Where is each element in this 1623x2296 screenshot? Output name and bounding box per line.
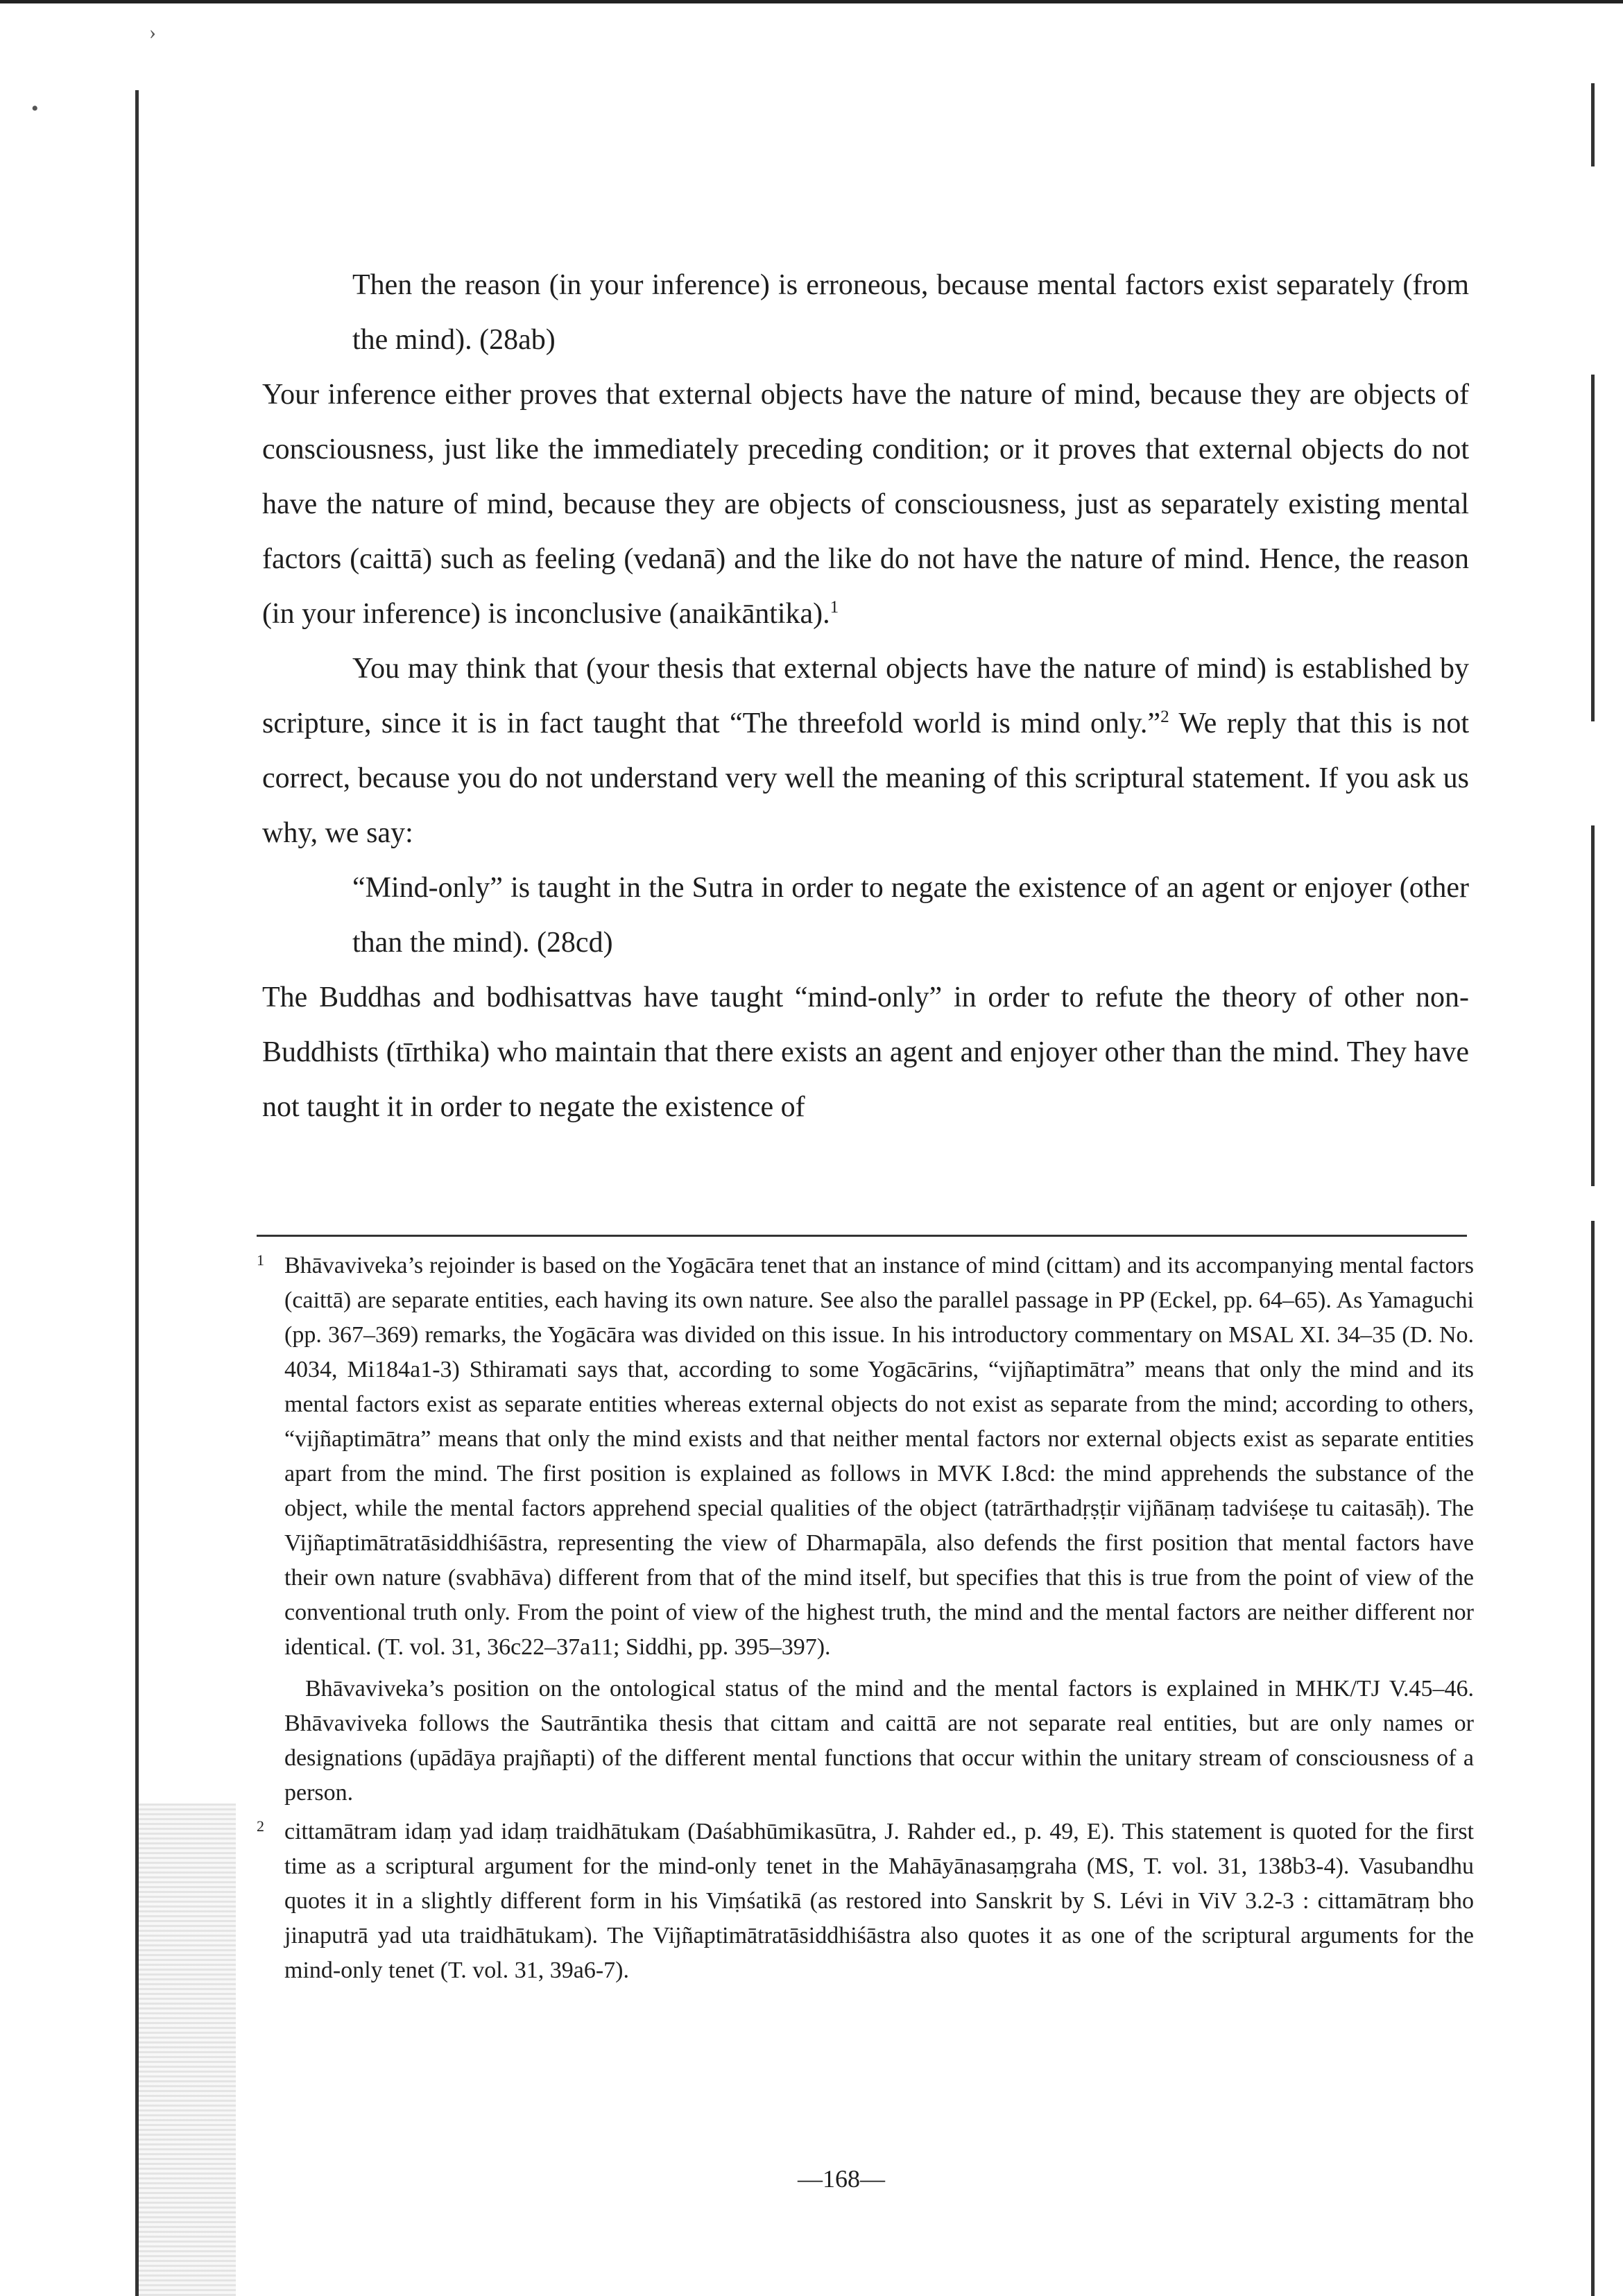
- scan-speck: ›: [149, 21, 156, 44]
- right-edge-mark: [1591, 375, 1595, 721]
- right-edge-mark: [1591, 83, 1595, 166]
- paragraph: You may think that (your thesis that external objects have the nature of mind) is established by scripture, since it is in fact taught that “The threefold world is mind only.”$^2$ We reply that this is not correct, because you do not understand very well the meaning of this scriptural statement. If you ask us why, we say:: [262, 653, 1469, 849]
- scan-top-border: [0, 0, 1623, 3]
- footnote-mark: 2: [257, 1817, 264, 1835]
- footnote-ref: 1: [830, 598, 839, 617]
- scan-noise: [139, 1804, 236, 2296]
- footnote-1: 1 Bhāvaviveka’s rejoinder is based on the Yogācāra tenet that an instance of mind (cittam) and its accompanying mental factors (caittā) are separate entities, each having its own nature. See also the parallel passage in PP (Eckel, pp. 64–65). As Yamaguchi (pp. 367–369) remarks, the Yogācāra was divided on this issue. In his introductory commentary on MSAL XI. 34–35 (D. No. 4034, Mi184a1-3) Sthiramati says that, according to some Yogācārins, “vijñaptimātra” means that only the mind and its mental factors exist as separate entities whereas external objects do not exist as separate from the mind; according to others, “vijñaptimātra” means that only the mind exists and that neither mental factors nor external objects exist as separate entities apart from the mind. The first position is explained as follows in MVK I.8cd: the mind apprehends the substance of the object, while the mental factors apprehend special qualities of the object (tatrārthadṛṣṭir vijñānaṃ tadviśeṣe tu caitasāḥ). The Vijñaptimātratāsiddhiśāstra, representing the view of Dharmapāla, also defends the first position that mental factors have their own nature (svabhāva) different from that of the mind itself, but specifies that this is true from the point of view of the conventional truth only. From the point of view of the highest truth, the mind and the mental factors are neither different nor identical. (T. vol. 31, 36c22–37a11; Siddhi, pp. 395–397).: [257, 1249, 1474, 1665]
- main-text: [262, 258, 1469, 1135]
- verse-28ab: Then the reason (in your inference) is erroneous, because mental factors exist separately (from the mind). (28ab): [352, 269, 1469, 356]
- page-number: —168—: [798, 2165, 885, 2193]
- footnote-1-continuation: Bhāvaviveka’s position on the ontological status of the mind and the mental factors is explained in MHK/TJ V.45–46. Bhāvaviveka follows the Sautrāntika thesis that cittam and caittā are not separate real entities, but are only names or designations (upādāya prajñapti) of the different mental functions that occur within the unitary stream of consciousness of a person.: [284, 1676, 1474, 1806]
- footnotes: [257, 1249, 1474, 1988]
- right-edge-mark: [1591, 1221, 1595, 2296]
- footnote-mark: 1: [257, 1251, 264, 1269]
- verse-28cd: “Mind-only” is taught in the Sutra in order to negate the existence of an agent or enjoyer (other than the mind). (28cd): [352, 872, 1469, 959]
- footnote-ref: 2: [1160, 708, 1169, 726]
- paragraph: Your inference either proves that external objects have the nature of mind, because they are objects of consciousness, just like the immediately preceding condition; or it proves that external objects do not have the nature of mind, because they are objects of consciousness, just as separately existing mental factors (caittā) such as feeling (vedanā) and the like do not have the nature of mind. Hence, the reason (in your inference) is inconclusive (anaikāntika).$^1$: [262, 379, 1469, 630]
- footnote-2: 2 cittamātram idaṃ yad idaṃ traidhātukam (Daśabhūmikasūtra, J. Rahder ed., p. 49, E). This statement is quoted for the first time as a scriptural argument for the mind-only tenet in the Mahāyānasaṃgraha (MS, T. vol. 31, 138b3-4). Vasubandhu quotes it in a slightly different form in his Viṃśatikā (as restored into Sanskrit by S. Lévi in ViV 3.2-3 : cittamātraṃ bho jinaputrā yad uta traidhātukam). The Vijñaptimātratāsiddhiśāstra also quotes it as one of the scriptural arguments for the mind-only tenet (T. vol. 31, 39a6-7).: [257, 1815, 1474, 1988]
- scan-speck: •: [31, 97, 39, 120]
- paragraph: The Buddhas and bodhisattvas have taught “mind-only” in order to refute the theory of other non-Buddhists (tīrthika) who maintain that there exists an agent and enjoyer other than the mind. They have not taught it in order to negate the existence of: [262, 982, 1469, 1123]
- footnote-divider: [257, 1235, 1467, 1237]
- right-edge-mark: [1591, 825, 1595, 1186]
